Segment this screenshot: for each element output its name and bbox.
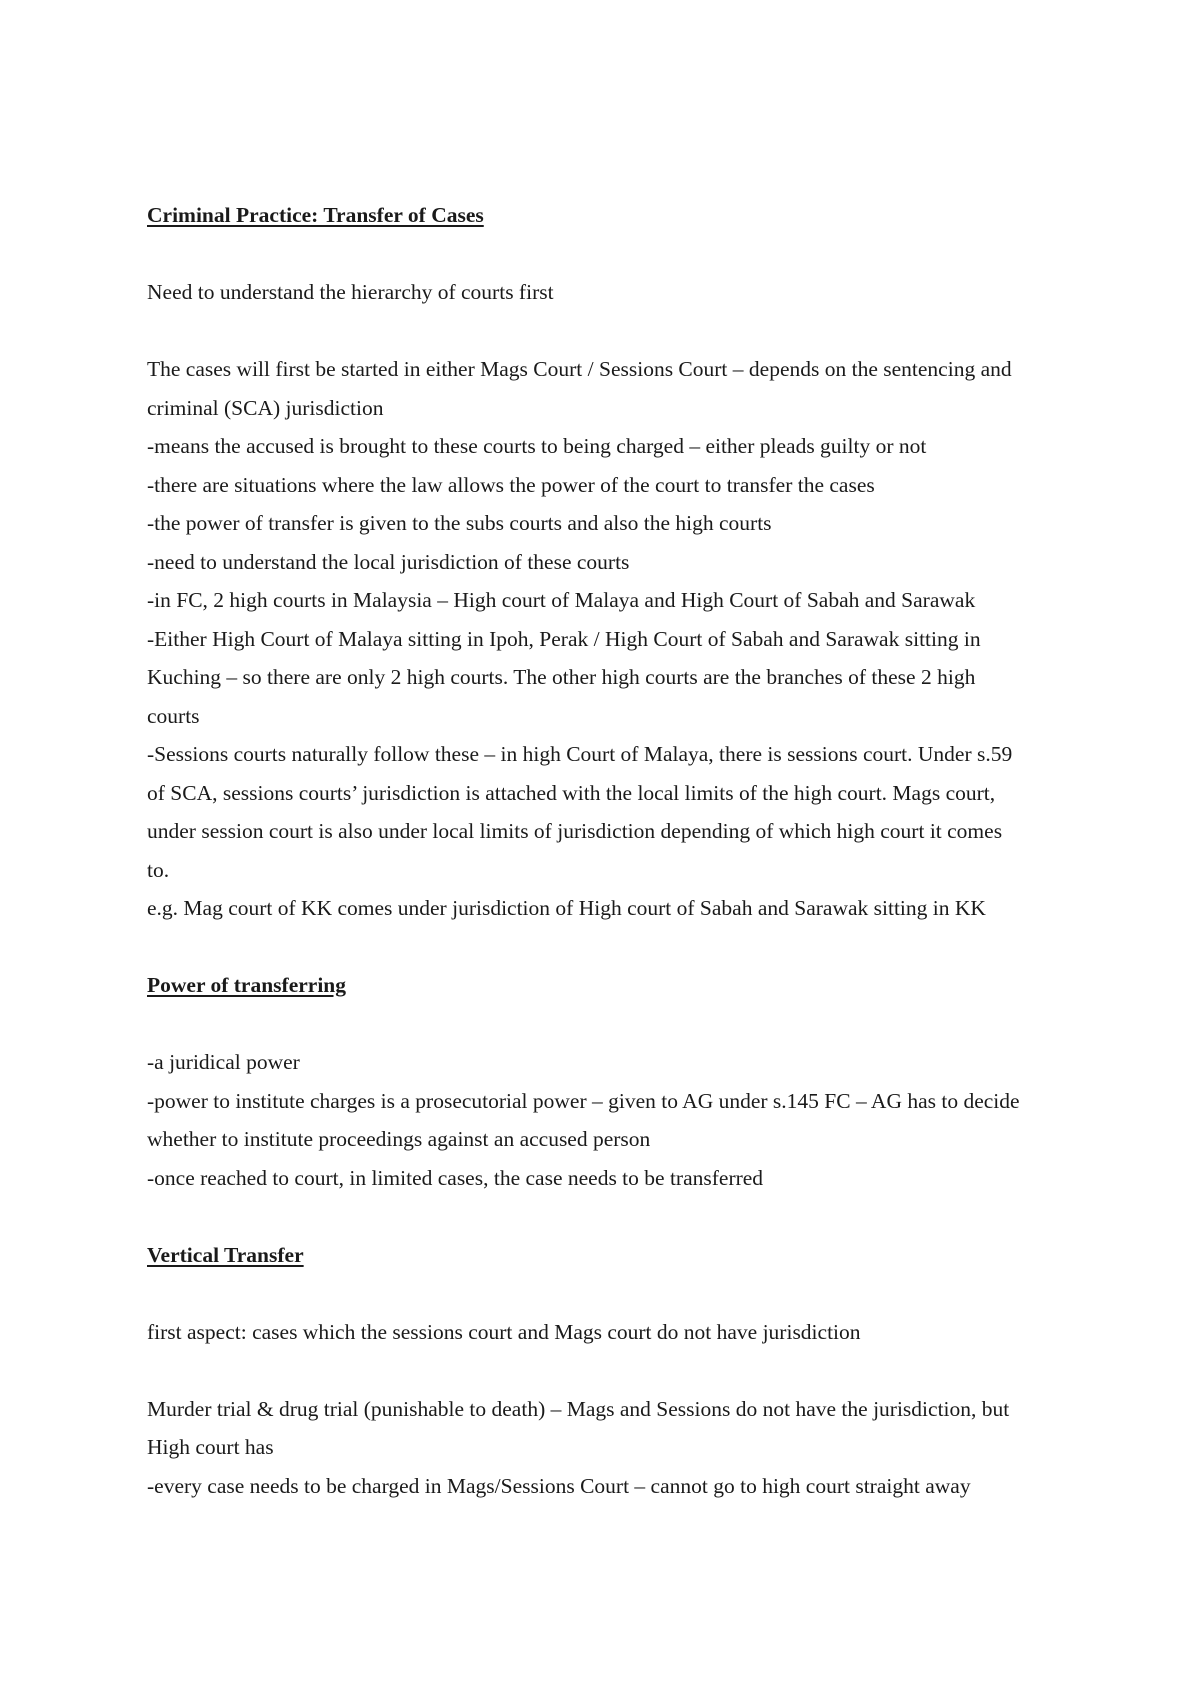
hierarchy-paragraph <box>147 350 1077 928</box>
spacer <box>147 235 1077 274</box>
spacer <box>147 1274 1077 1313</box>
power-heading: Power of transferring <box>147 973 347 997</box>
power-paragraph <box>147 1043 1077 1197</box>
paragraph-line: courts <box>147 703 200 728</box>
paragraph-line: -in FC, 2 high courts in Malaysia – High court of Malaya and High Court of Sabah and Sarawak <box>147 588 976 612</box>
paragraph-line: -power to institute charges is a prosecutorial power – given to AG under s.145 FC – AG has to decide <box>147 1088 1020 1113</box>
paragraph-line: -the power of transfer is given to the subs courts and also the high courts <box>147 511 772 535</box>
vertical-transfer-heading: Vertical Transfer <box>147 1242 304 1267</box>
paragraph-line: -a juridical power <box>147 1050 300 1074</box>
spacer <box>147 312 1077 351</box>
paragraph-line: -need to understand the local jurisdiction of these courts <box>147 549 630 574</box>
paragraph-line: Kuching – so there are only 2 high courts. The other high courts are the branches of these 2 high <box>147 665 976 689</box>
intro-text: Need to understand the hierarchy of courts first <box>147 280 554 304</box>
paragraph-line: High court has <box>147 1435 274 1459</box>
paragraph-line: -every case needs to be charged in Mags/Sessions Court – cannot go to high court straight away <box>147 1473 971 1498</box>
paragraph-line: under session court is also under local limits of jurisdiction depending of which high court it comes <box>147 819 1003 843</box>
paragraph-line: e.g. Mag court of KK comes under jurisdiction of High court of Sabah and Sarawak sitting in KK <box>147 896 986 920</box>
paragraph-line: to. <box>147 857 170 882</box>
spacer <box>147 1351 1077 1390</box>
paragraph-line: -Sessions courts naturally follow these – in high Court of Malaya, there is sessions court. Under s.59 <box>147 742 1013 766</box>
spacer <box>147 1197 1077 1236</box>
paragraph-line: -there are situations where the law allows the power of the court to transfer the cases <box>147 472 875 497</box>
paragraph-line: -means the accused is brought to these courts to being charged – either pleads guilty or not <box>147 434 927 458</box>
paragraph-line: Murder trial & drug trial (punishable to death) – Mags and Sessions do not have the jurisdiction, but <box>147 1396 1010 1421</box>
paragraph-line: -Either High Court of Malaya sitting in Ipoh, Perak / High Court of Sabah and Sarawak sitting in <box>147 626 981 651</box>
paragraph-line: of SCA, sessions courts’ jurisdiction is attached with the local limits of the high court. Mags court, <box>147 780 996 805</box>
paragraph-line: whether to institute proceedings against an accused person <box>147 1127 651 1151</box>
spacer <box>147 928 1077 967</box>
first-aspect-text: first aspect: cases which the sessions court and Mags court do not have jurisdiction <box>147 1319 861 1344</box>
document-title: Criminal Practice: Transfer of Cases <box>147 203 484 227</box>
spacer <box>147 1005 1077 1044</box>
paragraph-line: -once reached to court, in limited cases, the case needs to be transferred <box>147 1165 764 1190</box>
paragraph-line: criminal (SCA) jurisdiction <box>147 395 384 420</box>
paragraph-line: The cases will first be started in either Mags Court / Sessions Court – depends on the sentencing and <box>147 357 1012 381</box>
document-body <box>147 196 1077 1505</box>
murder-trial-paragraph <box>147 1390 1077 1506</box>
